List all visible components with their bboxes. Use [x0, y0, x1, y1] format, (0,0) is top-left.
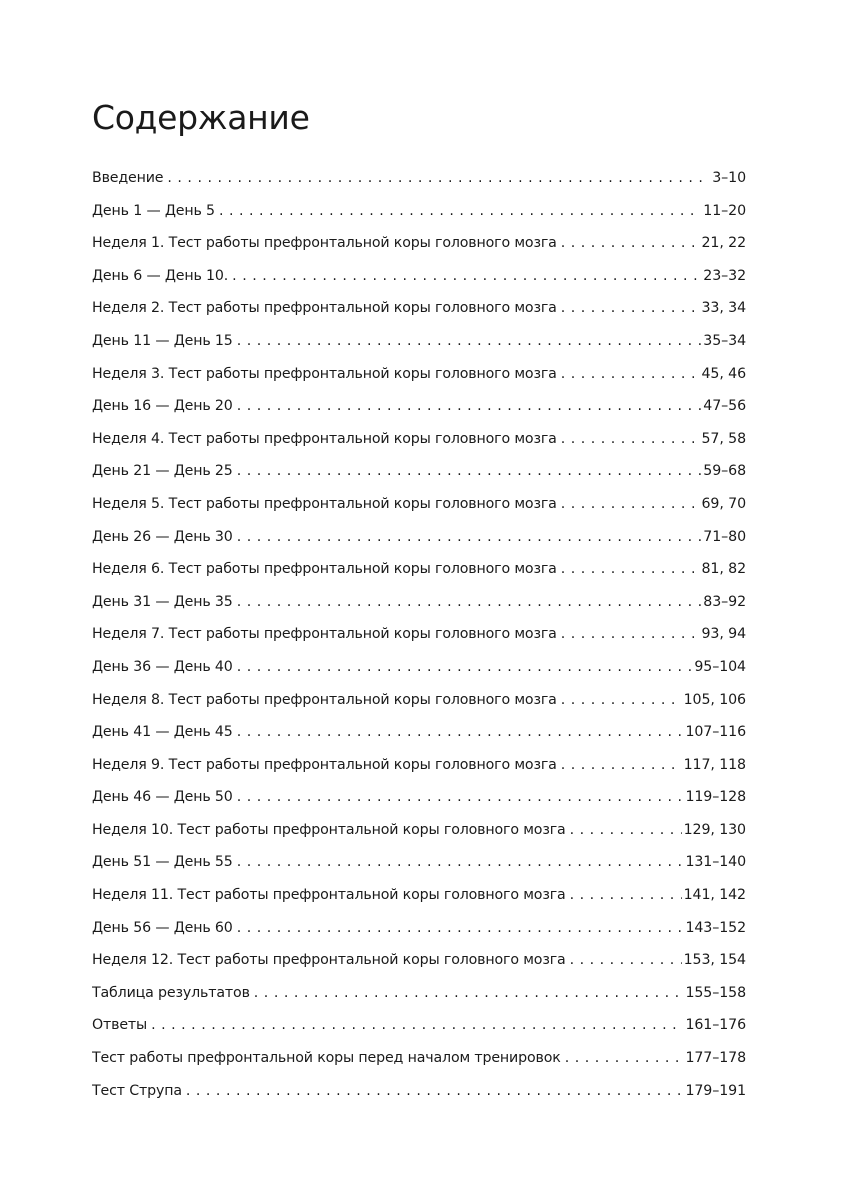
toc-entry-pages: 81, 82	[701, 561, 746, 578]
dot-leader	[237, 655, 693, 679]
toc-entry	[92, 557, 746, 590]
toc-entry-label: Неделя 3. Тест работы префронтальной коры головного мозга	[92, 365, 557, 382]
dot-leader	[237, 590, 702, 614]
toc-entry-pages: 71–80	[703, 528, 746, 545]
toc-entry	[92, 1079, 746, 1112]
toc-entry	[92, 459, 746, 492]
toc-entry-pages: 143–152	[685, 919, 746, 936]
toc-entry	[92, 850, 746, 883]
toc-entry-pages: 153, 154	[683, 952, 746, 969]
toc-entry-pages: 21, 22	[701, 235, 746, 252]
dot-leader	[561, 427, 700, 451]
dot-leader	[561, 557, 700, 581]
toc-entry-label: Таблица результатов	[92, 984, 250, 1001]
toc-entry	[92, 753, 746, 786]
toc-entry-label: День 46 — День 50	[92, 789, 233, 806]
toc-entry	[92, 362, 746, 395]
dot-leader	[570, 948, 682, 972]
toc-entry-label: День 11 — День 15	[92, 332, 233, 349]
toc-entry-label: Тест Струпа	[92, 1082, 182, 1099]
toc-entry	[92, 916, 746, 949]
toc-entry	[92, 688, 746, 721]
toc-entry-pages: 117, 118	[683, 756, 746, 773]
toc-entry	[92, 818, 746, 851]
dot-leader	[237, 720, 684, 744]
table-of-contents	[92, 166, 746, 1111]
dot-leader	[219, 199, 701, 223]
toc-entry-label: День 41 — День 45	[92, 724, 233, 741]
toc-entry-pages: 57, 58	[701, 430, 746, 447]
toc-entry	[92, 720, 746, 753]
toc-entry	[92, 948, 746, 981]
toc-entry	[92, 199, 746, 232]
toc-entry-label: Неделя 6. Тест работы префронтальной коры головного мозга	[92, 561, 557, 578]
toc-entry	[92, 1046, 746, 1079]
toc-entry	[92, 394, 746, 427]
toc-entry-pages: 155–158	[685, 984, 746, 1001]
toc-entry-pages: 179–191	[685, 1082, 746, 1099]
toc-entry-pages: 83–92	[703, 593, 746, 610]
toc-entry-pages: 105, 106	[683, 691, 746, 708]
toc-entry	[92, 655, 746, 688]
dot-leader	[237, 459, 702, 483]
toc-entry-pages: 3–10	[712, 170, 746, 186]
toc-entry-label: Неделя 1. Тест работы префронтальной коры головного мозга	[92, 235, 557, 252]
toc-entry-pages: 177–178	[685, 1050, 746, 1067]
toc-entry-label: День 21 — День 25	[92, 463, 233, 480]
dot-leader	[561, 622, 700, 646]
toc-entry-pages: 141, 142	[683, 887, 746, 904]
toc-entry-pages: 93, 94	[701, 626, 746, 643]
toc-entry-pages: 119–128	[685, 789, 746, 806]
dot-leader	[254, 981, 684, 1005]
toc-entry-label: День 51 — День 55	[92, 854, 233, 871]
toc-entry	[92, 622, 746, 655]
toc-entry-pages: 45, 46	[701, 365, 746, 382]
toc-entry	[92, 981, 746, 1014]
dot-leader	[151, 1013, 683, 1037]
toc-entry	[92, 427, 746, 460]
dot-leader	[570, 818, 682, 842]
toc-entry-label: Неделя 8. Тест работы префронтальной коры головного мозга	[92, 691, 557, 708]
toc-entry-label: Введение	[92, 170, 164, 186]
dot-leader	[561, 492, 700, 516]
toc-entry-label: Тест работы префронтальной коры перед началом тренировок	[92, 1050, 561, 1067]
dot-leader	[565, 1046, 684, 1070]
toc-entry-label: Неделя 2. Тест работы префронтальной коры головного мозга	[92, 300, 557, 317]
toc-entry-label: День 26 — День 30	[92, 528, 233, 545]
toc-entry	[92, 264, 746, 297]
toc-entry-pages: 161–176	[685, 1017, 746, 1034]
toc-entry-label: День 1 — День 5	[92, 202, 215, 219]
dot-leader	[561, 296, 700, 320]
toc-entry-pages: 107–116	[685, 724, 746, 741]
dot-leader	[186, 1079, 684, 1103]
toc-entry-pages: 11–20	[703, 202, 746, 219]
toc-entry-label: День 6 — День 10.	[92, 267, 229, 284]
toc-entry-pages: 131–140	[685, 854, 746, 871]
toc-entry-pages: 95–104	[694, 658, 746, 675]
dot-leader	[237, 916, 684, 940]
dot-leader	[232, 264, 701, 288]
toc-entry	[92, 590, 746, 623]
toc-entry-pages: 129, 130	[683, 821, 746, 838]
toc-entry-label: Неделя 4. Тест работы префронтальной коры головного мозга	[92, 430, 557, 447]
dot-leader	[237, 850, 684, 874]
toc-entry	[92, 492, 746, 525]
toc-entry-pages: 69, 70	[701, 495, 746, 512]
toc-entry-label: Неделя 7. Тест работы префронтальной коры головного мозга	[92, 626, 557, 643]
toc-entry-label: Ответы	[92, 1017, 148, 1034]
toc-entry-label: Неделя 9. Тест работы префронтальной коры головного мозга	[92, 756, 557, 773]
toc-entry-pages: 23–32	[703, 267, 746, 284]
toc-entry-label: Неделя 11. Тест работы префронтальной коры головного мозга	[92, 887, 566, 904]
dot-leader	[237, 394, 702, 418]
toc-entry	[92, 785, 746, 818]
toc-entry	[92, 883, 746, 916]
toc-entry-pages: 35–34	[703, 332, 746, 349]
toc-entry-label: День 56 — День 60	[92, 919, 233, 936]
toc-entry	[92, 296, 746, 329]
toc-entry	[92, 525, 746, 558]
dot-leader	[561, 362, 700, 386]
dot-leader	[167, 166, 710, 190]
dot-leader	[561, 753, 682, 777]
dot-leader	[561, 231, 700, 255]
toc-entry-pages: 59–68	[703, 463, 746, 480]
toc-entry-pages: 33, 34	[701, 300, 746, 317]
dot-leader	[570, 883, 682, 907]
toc-entry-label: Неделя 5. Тест работы префронтальной коры головного мозга	[92, 495, 557, 512]
dot-leader	[561, 688, 682, 712]
toc-entry-label: День 36 — День 40	[92, 658, 233, 675]
toc-entry-label: День 31 — День 35	[92, 593, 233, 610]
toc-entry	[92, 329, 746, 362]
dot-leader	[237, 525, 702, 549]
page-title: Содержание	[92, 98, 310, 137]
dot-leader	[237, 329, 702, 353]
toc-entry-label: День 16 — День 20	[92, 398, 233, 415]
toc-entry-label: Неделя 12. Тест работы префронтальной коры головного мозга	[92, 952, 566, 969]
toc-entry-label: Неделя 10. Тест работы префронтальной коры головного мозга	[92, 821, 566, 838]
dot-leader	[237, 785, 684, 809]
toc-entry	[92, 1013, 746, 1046]
toc-entry	[92, 166, 746, 199]
toc-entry	[92, 231, 746, 264]
toc-entry-pages: 47–56	[703, 398, 746, 415]
